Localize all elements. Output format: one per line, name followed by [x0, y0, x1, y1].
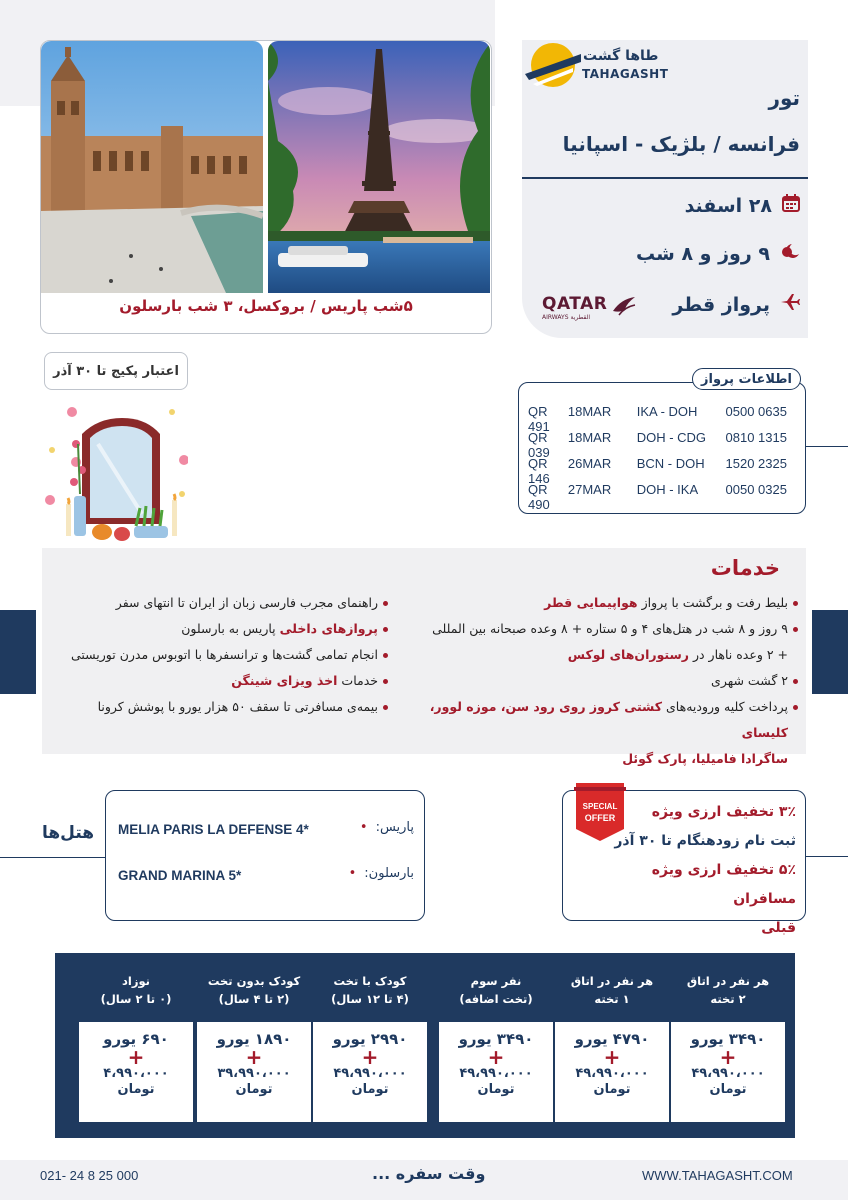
- tour-duration: ۹ روز و ۸ شب: [636, 242, 770, 265]
- service-highlight: ساگرادا فامیلیا، پارک گوئل: [622, 751, 788, 766]
- price-unit: تومان: [477, 1082, 515, 1097]
- price-header-line1: کودک با تخت: [333, 974, 407, 988]
- price-cell: [79, 1022, 193, 1122]
- seville-plaza-photo: [41, 41, 263, 293]
- service-text: پرداخت کلیه ورودیه‌های: [662, 699, 788, 714]
- price-unit: تومان: [235, 1082, 273, 1097]
- flight-route: DOH - CDG: [636, 430, 707, 445]
- price-cell: [555, 1022, 669, 1122]
- price-cell: [197, 1022, 311, 1122]
- brand-name-fa: طاها گشت: [583, 48, 659, 64]
- service-item: [398, 590, 798, 616]
- service-item: [398, 668, 798, 694]
- price-unit: تومان: [593, 1082, 631, 1097]
- service-text: + ۲ وعده ناهار در: [689, 647, 788, 662]
- service-item: [28, 642, 388, 668]
- tour-date-row: [685, 194, 800, 217]
- hotel-city: پاریس: •: [360, 820, 414, 835]
- price-unit: تومان: [351, 1082, 389, 1097]
- price-cell: [439, 1022, 553, 1122]
- hotels-label: هتل‌ها: [38, 823, 98, 843]
- flight-route: DOH - IKA: [636, 482, 699, 497]
- service-highlight: اخذ ویزای شینگن: [231, 673, 338, 688]
- destination-photos-card: [40, 40, 492, 334]
- price-header-line2: (تخت اضافه): [459, 992, 533, 1006]
- brand-name-en: TAHAGASHT: [582, 67, 669, 81]
- price-unit: تومان: [709, 1082, 747, 1097]
- price-header: [197, 972, 311, 1018]
- plus-icon: +: [719, 1045, 737, 1069]
- service-item: [398, 746, 798, 772]
- flight-code: QR 491: [528, 404, 550, 434]
- service-highlight: رستوران‌های لوکس: [567, 647, 689, 662]
- hotels-box: [105, 790, 425, 921]
- price-toman: ۴۹،۹۹۰،۰۰۰: [575, 1066, 649, 1081]
- qatar-subtext: AIRWAYS القطرية: [542, 314, 591, 321]
- info-divider: [522, 177, 808, 179]
- flight-code: QR 490: [528, 482, 550, 512]
- offer-badge-line1: SPECIAL: [582, 802, 618, 811]
- price-header: [439, 972, 553, 1018]
- photos-caption: ۵شب پاریس / بروکسل، ۳ شب بارسلون: [119, 297, 413, 315]
- service-text: ۲ گشت شهری: [711, 673, 788, 688]
- price-header-line1: نوزاد: [122, 974, 150, 988]
- hotel-name: GRAND MARINA 5*: [118, 868, 242, 883]
- service-text: راهنمای مجرب فارسی زبان از ایران تا انتهای سفر: [115, 595, 378, 610]
- flight-date: 27MAR: [567, 482, 612, 497]
- qatar-airways-logo: [542, 294, 637, 321]
- service-item: [28, 616, 388, 642]
- flights-connector-line: [806, 446, 848, 447]
- qatar-wordmark: QATAR: [542, 294, 608, 314]
- plus-icon: +: [603, 1045, 621, 1069]
- price-toman: ۴۹،۹۹۰،۰۰۰: [459, 1066, 533, 1081]
- service-text: خدمات: [337, 673, 378, 688]
- flight-date: 26MAR: [567, 456, 612, 471]
- flight-date: 18MAR: [567, 404, 612, 419]
- price-header-line2: ۲ تخته: [710, 992, 746, 1006]
- offer-line-1: ۳٪ تخفیف ارزی ویژه: [651, 804, 796, 820]
- tour-date: ۲۸ اسفند: [684, 194, 772, 217]
- offer-line-3: ۵٪ تخفیف ارزی ویژه مسافران: [651, 862, 796, 907]
- hotel-city: بارسلون: •: [349, 866, 414, 881]
- services-list-right: [398, 590, 798, 772]
- flight-times: 1520 2325: [725, 456, 787, 471]
- hotels-connector-line: [0, 857, 106, 858]
- oryx-icon: [611, 295, 637, 321]
- service-highlight: کشتی کروز روی رود سن، موزه لوور، کلیسای: [429, 699, 788, 740]
- price-column: [313, 972, 427, 1122]
- price-euro: ۱۸۹۰ یورو: [216, 1030, 292, 1048]
- price-header-line2: (۰ تا ۲ سال): [100, 992, 172, 1006]
- price-toman: ۴۹،۹۹۰،۰۰۰: [333, 1066, 407, 1081]
- price-euro: ۶۹۰ یورو: [103, 1030, 169, 1048]
- price-toman: ۴،۹۹۰،۰۰۰: [103, 1066, 169, 1081]
- service-text: ۹ روز و ۸ شب در هتل‌های ۴ و ۵ ستاره + ۸ وعده صبحانه بین المللی: [432, 621, 788, 636]
- service-item: [28, 590, 388, 616]
- price-header-line1: هر نفر در اتاق: [570, 974, 654, 988]
- services-list-left: [28, 590, 388, 720]
- price-column: [197, 972, 311, 1122]
- price-column: [439, 972, 553, 1122]
- tour-duration-row: [636, 242, 800, 265]
- flight-times: 0500 0635: [725, 404, 787, 419]
- tour-flight-row: [672, 292, 800, 317]
- right-accent-bar: [812, 610, 848, 694]
- price-toman: ۴۹،۹۹۰،۰۰۰: [691, 1066, 765, 1081]
- price-column: [79, 972, 193, 1122]
- price-euro: ۳۴۹۰ یورو: [458, 1030, 534, 1048]
- plus-icon: +: [487, 1045, 505, 1069]
- tour-label: تور: [768, 86, 800, 110]
- price-header-line1: کودک بدون تخت: [207, 974, 301, 988]
- flight-info-title: اطلاعات پرواز: [692, 368, 801, 390]
- hotel-name: MELIA PARIS LA DEFENSE 4*: [118, 822, 309, 837]
- tour-flight: پرواز قطر: [672, 293, 770, 316]
- offer-line-2: ثبت نام زودهنگام تا ۳۰ آذر: [614, 833, 796, 849]
- service-text: پاریس به بارسلون: [181, 621, 280, 636]
- price-header: [671, 972, 785, 1018]
- price-toman: ۳۹،۹۹۰،۰۰۰: [217, 1066, 291, 1081]
- service-text: بیمه‌ی مسافرتی تا سقف ۵۰ هزار یورو با پوشش کرونا: [97, 699, 378, 714]
- flight-route: BCN - DOH: [636, 456, 705, 471]
- service-text: انجام تمامی گشت‌ها و ترانسفرها با اتوبوس مدرن توریستی: [70, 647, 378, 662]
- airplane-icon: [780, 292, 800, 317]
- price-euro: ۴۷۹۰ یورو: [574, 1030, 650, 1048]
- price-header-line2: (۴ تا ۱۲ سال): [331, 992, 409, 1006]
- flight-code: QR 146: [528, 456, 550, 486]
- footer-website-link[interactable]: WWW.TAHAGASHT.COM: [642, 1168, 793, 1183]
- offer-badge-line2: OFFER: [584, 813, 616, 823]
- plus-icon: +: [361, 1045, 379, 1069]
- service-item: [28, 694, 388, 720]
- price-unit: تومان: [117, 1082, 155, 1097]
- calendar-icon: [782, 194, 800, 217]
- footer-slogan: وقت سفره ...: [372, 1164, 486, 1183]
- service-highlight: هواپیمایی قطر: [544, 595, 638, 610]
- flight-code: QR 039: [528, 430, 550, 460]
- service-highlight: پروازهای داخلی: [279, 621, 378, 636]
- offer-connector-line: [806, 856, 848, 857]
- price-header: [313, 972, 427, 1018]
- offer-line-4: قبلی: [761, 920, 796, 936]
- eiffel-tower-photo: [268, 41, 490, 293]
- flight-times: 0810 1315: [725, 430, 787, 445]
- price-column: [555, 972, 669, 1122]
- price-header-line1: هر نفر در اتاق: [686, 974, 770, 988]
- service-item: [28, 668, 388, 694]
- service-item: [398, 616, 798, 642]
- price-header-line2: ۱ تخته: [594, 992, 630, 1006]
- nowruz-mirror-decoration: [38, 404, 188, 546]
- price-euro: ۳۴۹۰ یورو: [690, 1030, 766, 1048]
- price-cell: [671, 1022, 785, 1122]
- price-header: [555, 972, 669, 1018]
- service-text: بلیط رفت و برگشت با پرواز: [637, 595, 788, 610]
- price-header: [79, 972, 193, 1018]
- price-cell: [313, 1022, 427, 1122]
- flight-route: IKA - DOH: [636, 404, 698, 419]
- tour-destination: فرانسه / بلژیک - اسپانیا: [562, 132, 800, 156]
- plus-icon: +: [245, 1045, 263, 1069]
- price-header-line1: نفر سوم: [470, 974, 522, 988]
- flight-date: 18MAR: [567, 430, 612, 445]
- plus-icon: +: [127, 1045, 145, 1069]
- price-header-line2: (۲ تا ۴ سال): [218, 992, 290, 1006]
- price-column: [671, 972, 785, 1122]
- offer-text: [596, 798, 796, 943]
- flight-row: [528, 482, 798, 512]
- services-title: خدمات: [710, 556, 780, 580]
- flight-times: 0050 0325: [725, 482, 787, 497]
- footer-phone[interactable]: 021- 24 8 25 000: [40, 1168, 139, 1183]
- package-validity: اعتبار پکیج تا ۳۰ آذر: [44, 352, 188, 390]
- price-euro: ۲۹۹۰ یورو: [332, 1030, 408, 1048]
- service-item: [398, 642, 798, 668]
- sun-moon-icon: [780, 242, 800, 265]
- service-item: [398, 694, 798, 746]
